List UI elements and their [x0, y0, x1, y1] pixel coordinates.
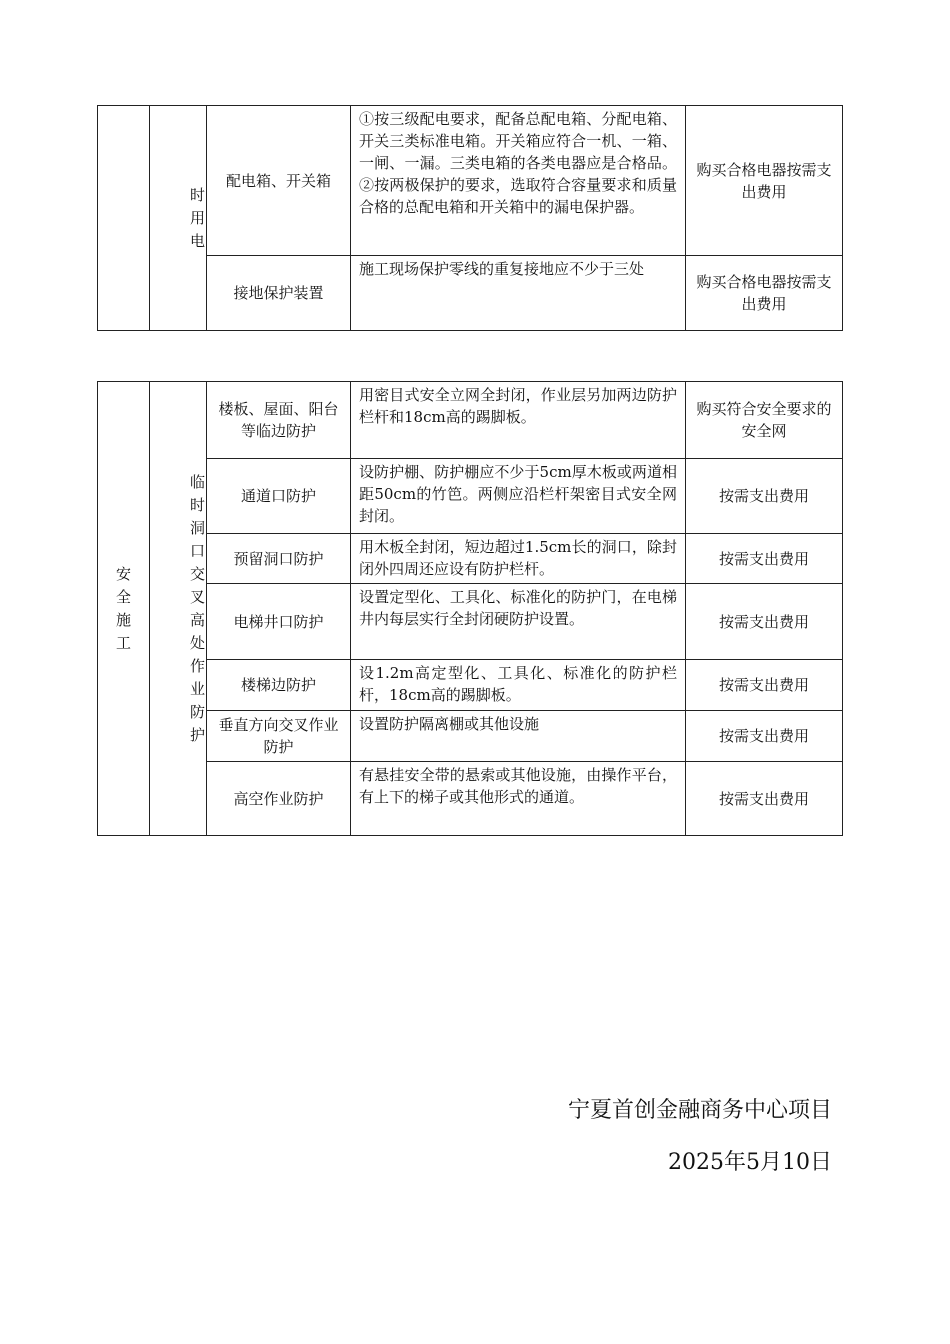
cost-cell: 按需支出费用 [686, 459, 843, 534]
item-cell: 通道口防护 [207, 459, 351, 534]
subcategory-cell: 临时洞口交叉高处作业防护 [150, 382, 207, 836]
cost-cell: 按需支出费用 [686, 660, 843, 711]
item-cell: 电梯井口防护 [207, 584, 351, 660]
table-row [98, 106, 843, 256]
requirement-cell: 设置定型化、工具化、标准化的防护门，在电梯井内每层实行全封闭硬防护设置。 [351, 584, 686, 660]
item-cell: 垂直方向交叉作业防护 [207, 711, 351, 762]
cost-cell: 按需支出费用 [686, 762, 843, 836]
table-row [98, 534, 843, 584]
safety-table [97, 381, 843, 836]
requirement-cell: 用密目式安全立网全封闭，作业层另加两边防护栏杆和18cm高的踢脚板。 [351, 382, 686, 459]
subcategory-cell: 时用电 [150, 106, 207, 331]
table-row [98, 711, 843, 762]
cost-cell: 按需支出费用 [686, 534, 843, 584]
item-cell: 楼板、屋面、阳台等临边防护 [207, 382, 351, 459]
electricity-table [97, 105, 843, 331]
table-row [98, 256, 843, 331]
signature-date: 2025年5月10日 [668, 1150, 832, 1175]
requirement-cell: 施工现场保护零线的重复接地应不少于三处 [351, 256, 686, 331]
cost-cell: 购买合格电器按需支出费用 [686, 106, 843, 256]
cost-cell: 按需支出费用 [686, 711, 843, 762]
cost-cell: 购买符合安全要求的安全网 [686, 382, 843, 459]
category-cell: 安全施工 [98, 382, 150, 836]
cost-cell: 按需支出费用 [686, 584, 843, 660]
item-cell: 接地保护装置 [207, 256, 351, 331]
table-row [98, 762, 843, 836]
table-row [98, 584, 843, 660]
requirement-cell: ①按三级配电要求，配备总配电箱、分配电箱、开关三类标准电箱。开关箱应符合一机、一箱、一闸、一漏。三类电箱的各类电器应是合格品。②按两极保护的要求，选取符合容量要求和质量合格的总配电箱和开关箱中的漏电保护器。 [351, 106, 686, 256]
table-row [98, 382, 843, 459]
item-cell: 高空作业防护 [207, 762, 351, 836]
requirement-cell: 用木板全封闭，短边超过1.5cm长的洞口，除封闭外四周还应设有防护栏杆。 [351, 534, 686, 584]
requirement-cell: 设1.2m高定型化、工具化、标准化的防护栏杆，18cm高的踢脚板。 [351, 660, 686, 711]
category-cell [98, 106, 150, 331]
requirement-cell: 有悬挂安全带的悬索或其他设施，由操作平台，有上下的梯子或其他形式的通道。 [351, 762, 686, 836]
table-row [98, 459, 843, 534]
signature-org: 宁夏首创金融商务中心项目 [567, 1098, 832, 1123]
item-cell: 预留洞口防护 [207, 534, 351, 584]
table-row [98, 660, 843, 711]
item-cell: 配电箱、开关箱 [207, 106, 351, 256]
requirement-cell: 设防护棚、防护棚应不少于5cm厚木板或两道相距50cm的竹笆。两侧应沿栏杆架密目式安全网封闭。 [351, 459, 686, 534]
item-cell: 楼梯边防护 [207, 660, 351, 711]
cost-cell: 购买合格电器按需支出费用 [686, 256, 843, 331]
requirement-cell: 设置防护隔离棚或其他设施 [351, 711, 686, 762]
